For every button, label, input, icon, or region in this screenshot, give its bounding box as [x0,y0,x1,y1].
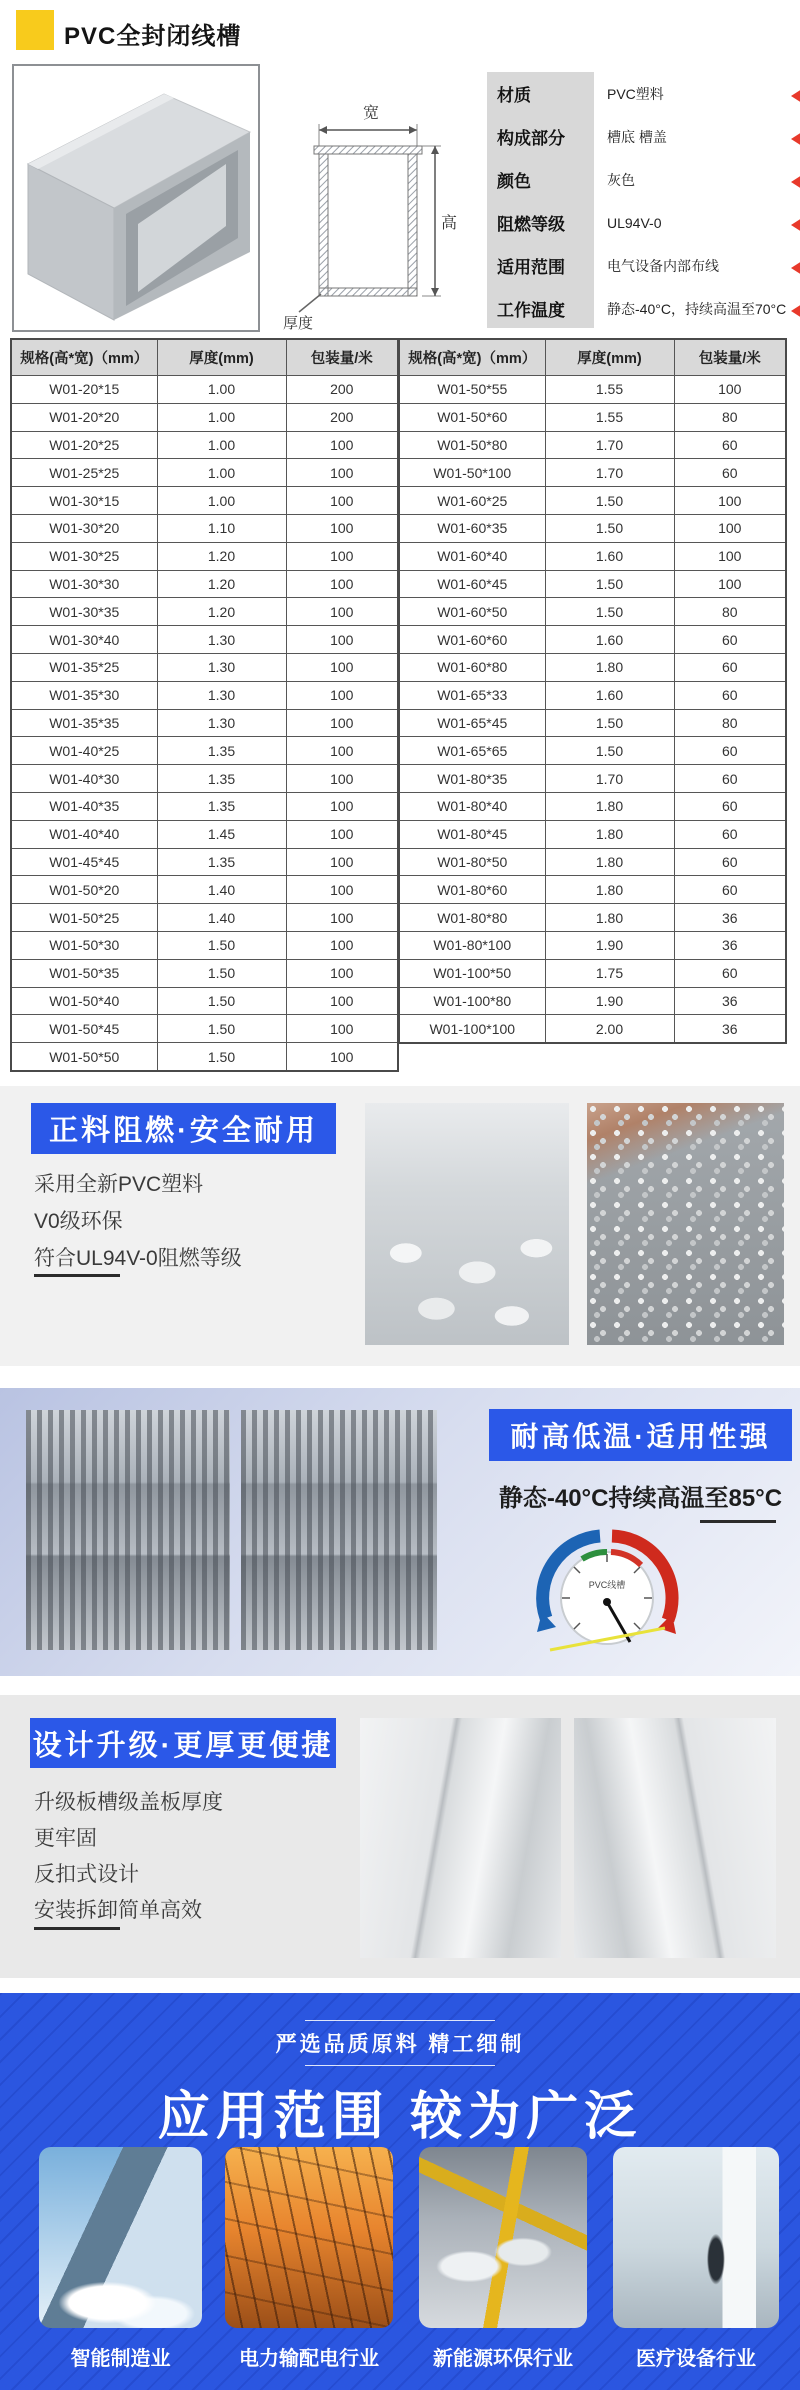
table-cell: W01-60*35 [399,514,545,542]
table-cell: 1.80 [545,653,674,681]
table-cell: 1.30 [157,681,286,709]
table-cell: 100 [286,431,398,459]
col-header-spec: 规格(高*宽)（mm） [399,339,545,376]
table-cell: 1.50 [157,959,286,987]
apps-subtitle: 严选品质原料 精工细制 [275,2033,525,2056]
app-item [419,2147,587,2371]
table-cell: 1.35 [157,848,286,876]
table-cell: 1.20 [157,598,286,626]
app-label: 智能制造业 [70,2348,171,2370]
table-cell: 100 [286,598,398,626]
feature-line: 符合UL94V-0阻燃等级 [34,1247,242,1270]
table-cell: W01-45*45 [11,848,157,876]
table-row [399,487,786,515]
table-cell: 100 [286,459,398,487]
table-row [399,959,786,987]
table-cell: W01-65*65 [399,737,545,765]
spec-value: UL94V-0 [607,214,662,231]
table-cell: 36 [674,931,786,959]
table-cell: 100 [674,542,786,570]
table-cell: W01-35*30 [11,681,157,709]
table-row [399,514,786,542]
table-cell: W01-80*60 [399,876,545,904]
table-cell: W01-60*45 [399,570,545,598]
table-cell: W01-65*33 [399,681,545,709]
table-cell: 1.50 [545,514,674,542]
duct-closeup-photo-1 [360,1718,561,1958]
section-flame-title: 正料阻燃·安全耐用 [31,1103,336,1154]
table-cell: 1.55 [545,376,674,404]
table-row [399,1015,786,1043]
table-cell: 60 [674,653,786,681]
diagram-thickness-label: 厚度 [283,315,314,332]
table-cell: W01-50*40 [11,987,157,1015]
table-cell: 1.70 [545,431,674,459]
table-row [11,403,398,431]
table-cell: 200 [286,376,398,404]
table-cell: 100 [286,1015,398,1043]
table-row [399,570,786,598]
table-cell: 80 [674,403,786,431]
table-cell: W01-100*80 [399,987,545,1015]
table-cell: 100 [286,987,398,1015]
table-cell: 1.60 [545,542,674,570]
table-cell: W01-40*35 [11,792,157,820]
table-cell: W01-20*15 [11,376,157,404]
spec-label: 适用范围 [497,258,565,277]
table-cell: 100 [286,626,398,654]
table-cell: W01-30*35 [11,598,157,626]
table-cell: 200 [286,403,398,431]
table-cell: W01-20*25 [11,431,157,459]
table-row [11,959,398,987]
table-cell: 1.30 [157,626,286,654]
table-cell: 60 [674,959,786,987]
table-cell: W01-80*45 [399,820,545,848]
red-arrow-icon [791,261,800,275]
temp-rule [700,1520,776,1523]
table-cell: 60 [674,431,786,459]
table-cell: W01-50*45 [11,1015,157,1043]
table-cell: 1.00 [157,431,286,459]
section-temp-text: 静态-40°C持续高温至85°C [498,1485,783,1512]
red-arrow-icon [791,304,800,318]
table-cell: 80 [674,598,786,626]
table-cell: W01-50*30 [11,931,157,959]
warehouse-photo [365,1103,569,1345]
table-cell: 80 [674,709,786,737]
table-row [399,681,786,709]
table-row [11,765,398,793]
table-cell: 36 [674,904,786,932]
table-row [11,987,398,1015]
table-cell: 100 [286,542,398,570]
table-cell: 1.35 [157,765,286,793]
table-cell: 100 [286,792,398,820]
table-cell: 1.75 [545,959,674,987]
table-cell: 1.50 [157,1015,286,1043]
col-header-qty: 包装量/米 [674,339,786,376]
table-cell: 1.70 [545,765,674,793]
table-cell: 100 [674,376,786,404]
table-cell: 1.35 [157,792,286,820]
table-row [11,459,398,487]
table-cell: 1.50 [545,598,674,626]
feature-line: 采用全新PVC塑料 [34,1173,204,1196]
table-cell: 100 [286,931,398,959]
table-row [11,876,398,904]
table-cell: W01-50*55 [399,376,545,404]
table-row [11,626,398,654]
table-row [399,765,786,793]
table-row [11,709,398,737]
diagram-width-label: 宽 [363,105,380,122]
table-cell: W01-35*25 [11,653,157,681]
spec-label: 工作温度 [497,301,565,320]
table-cell: W01-50*80 [399,431,545,459]
table-row [11,1043,398,1071]
table-cell: 1.45 [157,820,286,848]
app-item [39,2147,202,2371]
table-cell: W01-50*35 [11,959,157,987]
spec-label: 阻燃等级 [497,215,565,234]
spec-value: 静态-40°C，持续高温至70°C [607,300,787,317]
diagram-height-label: 高 [441,215,458,232]
table-cell: 60 [674,681,786,709]
table-row [11,1015,398,1043]
table-cell: 1.80 [545,848,674,876]
section-temp-title: 耐高低温·适用性强 [489,1409,792,1461]
col-header-thickness: 厚度(mm) [545,339,674,376]
table-cell: 100 [286,681,398,709]
app-item [225,2147,393,2371]
table-row [399,542,786,570]
table-row [399,904,786,932]
app-label: 新能源环保行业 [433,2348,573,2370]
table-cell: 1.50 [157,931,286,959]
table-cell: W01-50*25 [11,904,157,932]
temperature-gauge [520,1522,695,1667]
table-cell: 100 [286,765,398,793]
section-design-title: 设计升级·更厚更便捷 [30,1718,336,1768]
table-row [11,904,398,932]
size-table-left [10,338,399,1072]
table-cell: 100 [286,959,398,987]
table-cell: 1.80 [545,876,674,904]
table-row [399,626,786,654]
table-cell: 1.50 [157,1043,286,1071]
car-assembly-photo [419,2147,587,2328]
table-cell: 60 [674,848,786,876]
pvc-granules-photo [587,1103,784,1345]
table-cell: 1.00 [157,459,286,487]
duct-closeup-photo-2 [574,1718,776,1958]
table-row [11,931,398,959]
feature-line: 反扣式设计 [34,1863,139,1886]
table-cell: 1.50 [157,987,286,1015]
table-row [399,459,786,487]
table-row [11,737,398,765]
table-cell: 1.50 [545,709,674,737]
table-row [11,376,398,404]
table-cell: W01-25*25 [11,459,157,487]
table-cell: 1.30 [157,653,286,681]
table-row [11,681,398,709]
power-pylon-photo [225,2147,393,2328]
app-label: 医疗设备行业 [636,2348,756,2370]
table-cell: 60 [674,459,786,487]
table-cell: 1.50 [545,570,674,598]
feature-line: 更牢固 [34,1827,97,1850]
table-cell: 100 [286,514,398,542]
table-cell: 1.50 [545,737,674,765]
table-cell: 100 [286,487,398,515]
table-row [399,820,786,848]
table-cell: 60 [674,792,786,820]
table-cell: 1.35 [157,737,286,765]
table-cell: 100 [286,820,398,848]
red-arrow-icon [791,218,800,232]
table-cell: 60 [674,765,786,793]
table-cell: W01-60*60 [399,626,545,654]
size-table [10,338,790,1072]
table-cell: W01-30*15 [11,487,157,515]
table-cell: W01-80*100 [399,931,545,959]
table-cell: 100 [286,848,398,876]
table-cell: 60 [674,626,786,654]
table-cell: 100 [674,570,786,598]
table-row [399,792,786,820]
table-cell: 100 [286,653,398,681]
table-cell: 1.90 [545,931,674,959]
table-cell: 1.60 [545,626,674,654]
subtitle-rule-top [305,2020,495,2021]
apps-title: 应用范围 较为广泛 [157,2088,643,2146]
table-cell: W01-60*25 [399,487,545,515]
table-cell: 60 [674,737,786,765]
table-cell: W01-60*40 [399,542,545,570]
table-cell: W01-100*50 [399,959,545,987]
table-row [399,376,786,404]
dam-photo [39,2147,202,2328]
table-row [11,514,398,542]
table-cell: 1.50 [545,487,674,515]
table-cell: 100 [286,570,398,598]
table-cell: W01-20*20 [11,403,157,431]
table-cell: 100 [286,737,398,765]
red-arrow-icon [791,89,800,103]
table-row [399,987,786,1015]
table-cell: W01-50*60 [399,403,545,431]
table-cell: 1.90 [545,987,674,1015]
table-row [399,931,786,959]
table-header-row [399,339,786,376]
app-item [613,2147,779,2371]
table-row [399,876,786,904]
table-cell: W01-60*50 [399,598,545,626]
table-cell: W01-30*30 [11,570,157,598]
feature-line: 升级板槽级盖板厚度 [34,1791,223,1814]
table-cell: 1.80 [545,820,674,848]
page-title: PVC全封闭线槽 [64,23,242,50]
table-cell: 1.60 [545,681,674,709]
cabinet-photo-1 [26,1410,230,1650]
medical-equipment-photo [613,2147,779,2328]
subtitle-rule-bottom [305,2065,495,2066]
table-cell: 100 [674,514,786,542]
table-cell: 100 [286,904,398,932]
table-row [399,848,786,876]
table-cell: W01-50*50 [11,1043,157,1071]
red-arrow-icon [791,132,800,146]
table-cell: W01-100*100 [399,1015,545,1043]
table-cell: 1.70 [545,459,674,487]
table-cell: W01-50*20 [11,876,157,904]
table-cell: W01-50*100 [399,459,545,487]
spec-value: 灰色 [607,171,635,188]
table-row [399,598,786,626]
table-cell: W01-80*50 [399,848,545,876]
edge-markers [0,0,800,360]
table-cell: 1.10 [157,514,286,542]
table-row [399,709,786,737]
spec-value: PVC塑料 [607,85,664,102]
table-cell: W01-40*40 [11,820,157,848]
table-cell: W01-35*35 [11,709,157,737]
spec-label: 材质 [497,86,531,105]
table-cell: 1.00 [157,403,286,431]
table-row [11,570,398,598]
table-cell: 1.20 [157,542,286,570]
table-row [11,598,398,626]
table-cell: W01-80*80 [399,904,545,932]
table-cell: 1.20 [157,570,286,598]
table-cell: 1.40 [157,876,286,904]
table-cell: 1.40 [157,904,286,932]
table-cell: 1.80 [545,792,674,820]
spec-value: 槽底 槽盖 [607,128,667,145]
table-cell: 1.00 [157,487,286,515]
table-row [399,403,786,431]
spec-value: 电气设备内部布线 [607,257,719,274]
table-header-row [11,339,398,376]
table-row [11,848,398,876]
table-cell: 1.55 [545,403,674,431]
cabinet-photo-2 [241,1410,437,1650]
gauge-center-label: PVC线槽 [588,1580,626,1590]
app-items [0,2147,800,2370]
spec-label: 颜色 [497,172,531,191]
table-cell: 100 [674,487,786,515]
table-cell: 100 [286,709,398,737]
table-cell: 100 [286,1043,398,1071]
table-cell: W01-40*25 [11,737,157,765]
table-cell: W01-30*25 [11,542,157,570]
table-cell: 36 [674,1015,786,1043]
table-row [11,487,398,515]
col-header-spec: 规格(高*宽)（mm） [11,339,157,376]
apps-subtitle-block [0,2020,800,2066]
design-rule [34,1927,120,1930]
red-arrow-icon [791,175,800,189]
size-table-right [398,338,787,1044]
table-cell: W01-40*30 [11,765,157,793]
table-cell: 2.00 [545,1015,674,1043]
table-cell: 1.80 [545,904,674,932]
col-header-qty: 包装量/米 [286,339,398,376]
spec-label: 构成部分 [497,129,565,148]
table-row [399,653,786,681]
table-cell: W01-65*45 [399,709,545,737]
table-row [399,431,786,459]
table-cell: W01-80*35 [399,765,545,793]
table-cell: 1.30 [157,709,286,737]
table-row [11,792,398,820]
table-cell: 100 [286,876,398,904]
table-cell: 60 [674,876,786,904]
table-row [11,542,398,570]
feature-line: V0级环保 [34,1210,123,1233]
table-cell: 60 [674,820,786,848]
table-cell: 36 [674,987,786,1015]
table-row [11,653,398,681]
flame-rule [34,1274,120,1277]
table-cell: W01-60*80 [399,653,545,681]
table-cell: W01-30*40 [11,626,157,654]
table-row [11,431,398,459]
feature-line: 安装拆卸简单高效 [34,1899,202,1922]
app-label: 电力输配电行业 [239,2348,379,2370]
col-header-thickness: 厚度(mm) [157,339,286,376]
table-cell: 1.00 [157,376,286,404]
table-row [11,820,398,848]
table-cell: W01-30*20 [11,514,157,542]
table-row [399,737,786,765]
table-cell: W01-80*40 [399,792,545,820]
